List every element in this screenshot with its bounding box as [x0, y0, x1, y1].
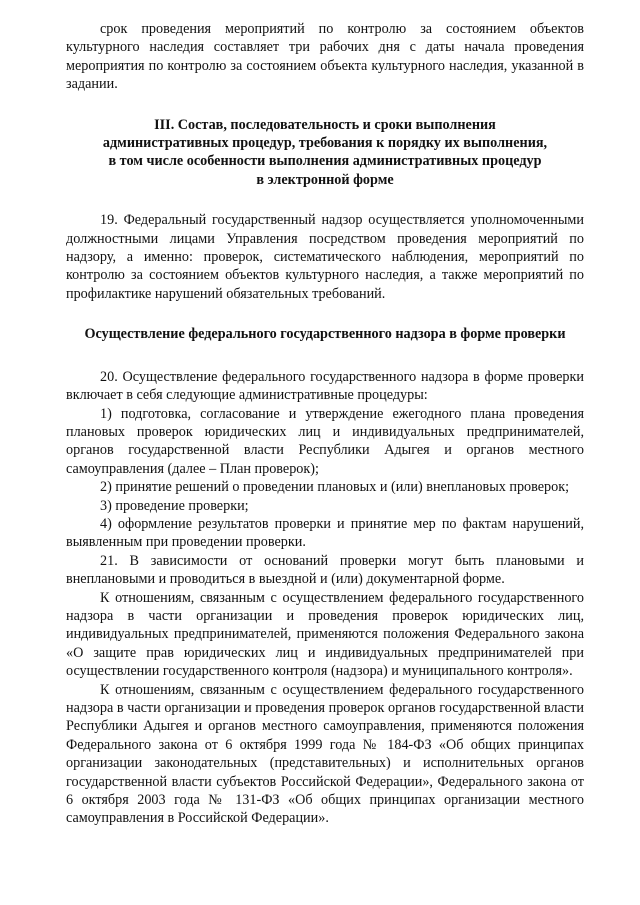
section-heading-line: административных процедур, требования к порядку их выполнения, [102, 135, 548, 152]
paragraph-relations-legal-entities: К отношениям, связанным с осуществлением федерального государственного надзора в части организации и проведения проверок юридических лиц, индивидуальных предпринимателей, применяются положения Федерального закона «О защите прав юридических лиц и индивидуальных предпринимателей при осуществлении государственного контроля (надзора) и муниципального контроля». [66, 589, 584, 680]
intro-paragraph-tail: срок проведения мероприятий по контролю за состоянием объектов культурного наследия составляет три рабочих дня с даты начала проведения мероприятия по контролю за состоянием объекта культурного наследия, указанной в задании. [66, 21, 584, 93]
subsection-heading: Осуществление федерального государственного надзора в форме проверки [84, 326, 566, 343]
list-item-3: 3) проведение проверки; [100, 497, 249, 514]
document-page [66, 20, 584, 828]
paragraph-relations-authorities: К отношениям, связанным с осуществлением федерального государственного надзора в части организации и проведения проверок органов государственной власти Республики Адыгея и органов местного самоуправления, применяются положения Федерального закона от 6 октября 1999 года № 184-ФЗ «Об общих принципах организации законодательных (представительных) и исполнительных органов государственной власти субъектов Российской Федерации», Федерального закона от 6 октября 2003 года № 131-ФЗ «Об общих принципах организации местного самоуправления в Российской Федерации». [66, 681, 584, 827]
paragraph-21: 21. В зависимости от оснований проверки могут быть плановыми и внеплановыми и проводиться в выездной и (или) документарной форме. [66, 552, 584, 588]
list-item-4: 4) оформление результатов проверки и принятие мер по фактам нарушений, выявленным при проведении проверки. [66, 515, 584, 551]
section-heading [66, 116, 584, 190]
list-item-1: 1) подготовка, согласование и утверждение ежегодного плана проведения плановых проверок юридических лиц и индивидуальных предпринимателей, органов государственной власти Республики Адыгея и органов местного самоуправления (далее – План проверок); [66, 405, 584, 477]
paragraph-20: 20. Осуществление федерального государственного надзора в форме проверки включает в себя следующие административные процедуры: [66, 368, 584, 404]
section-heading-line: III. Состав, последовательность и сроки выполнения [154, 116, 496, 133]
section-heading-line: в том числе особенности выполнения административных процедур [108, 153, 542, 170]
paragraph-19: 19. Федеральный государственный надзор осуществляется уполномоченными должностными лицами Управления посредством проведения мероприятий по надзору, а именно: проверок, систематического наблюдения, мероприятий по контролю за состоянием объектов культурного наследия, а также мероприятий по профилактике нарушений обязательных требований. [66, 212, 584, 302]
list-item-2: 2) принятие решений о проведении плановых и (или) внеплановых проверок; [100, 479, 570, 496]
section-heading-line: в электронной форме [256, 171, 394, 188]
